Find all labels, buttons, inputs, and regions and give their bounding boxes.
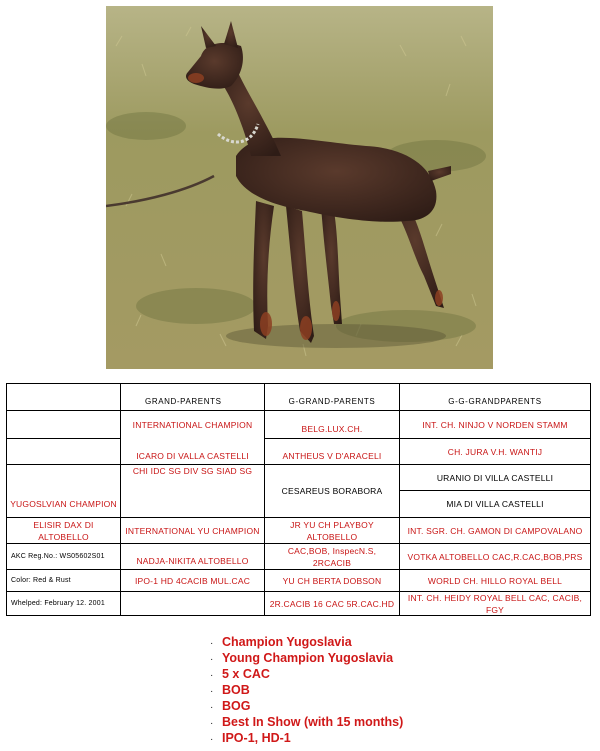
achievement-text: BOB xyxy=(222,683,250,697)
gggp-h: INT. CH. HEIDY ROYAL BELL CAC, CACIB, FGY xyxy=(407,592,583,615)
parent-name: ELISIR DAX DI ALTOBELLO xyxy=(33,519,94,542)
achievement-text: BOG xyxy=(222,699,251,713)
row-divider xyxy=(7,438,120,439)
sire-title: INTERNATIONAL CHAMPION xyxy=(132,420,253,430)
whelped-date: Whelped: February 12. 2001 xyxy=(11,600,105,607)
gggp-c: URANIO DI VILLA CASTELLI xyxy=(436,472,554,483)
list-item xyxy=(210,698,403,714)
dam-title: INTERNATIONAL YU CHAMPION xyxy=(125,525,260,536)
ggp-a-title: BELG.LUX.CH. xyxy=(301,424,363,434)
header-gg-grandparents: G-G-GRANDPARENTS xyxy=(448,397,542,406)
bullet-icon: · xyxy=(210,734,214,745)
row-divider xyxy=(120,591,264,592)
list-item xyxy=(210,650,403,666)
bullet-icon: · xyxy=(210,654,214,665)
dog-photo xyxy=(106,6,493,369)
achievement-text: 5 x CAC xyxy=(222,667,270,681)
achievement-text: Champion Yugoslavia xyxy=(222,635,352,649)
list-item xyxy=(210,682,403,698)
gggp-b: CH. JURA V.H. WANTIJ xyxy=(447,446,543,457)
achievement-text: Best In Show (with 15 months) xyxy=(222,715,404,729)
sire-titles2: CHI IDC SG DIV SG SIAD SG xyxy=(132,466,253,476)
ggp-d-name: YU CH BERTA DOBSON xyxy=(282,575,382,586)
list-item xyxy=(210,666,403,682)
gggp-d: MIA DI VILLA CASTELLI xyxy=(446,499,544,509)
bullet-icon: · xyxy=(210,638,214,649)
list-item xyxy=(210,634,403,650)
header-grandparents: GRAND-PARENTS xyxy=(145,397,222,406)
header-g-grandparents: G-GRAND-PARENTS xyxy=(288,397,376,406)
gggp-a: INT. CH. NINJO V NORDEN STAMM xyxy=(422,419,568,430)
dam-name: NADJA-NIKITA ALTOBELLO xyxy=(136,556,249,566)
parent-title: YUGOSLVIAN CHAMPION xyxy=(10,499,117,509)
bullet-icon: · xyxy=(210,702,214,713)
ggp-c-name: JR YU CH PLAYBOY ALTOBELLO xyxy=(290,519,374,542)
bullet-icon: · xyxy=(210,718,214,729)
ggp-c-titles: CAC,BOB, InspecN.S, 2RCACIB xyxy=(287,545,377,568)
bullet-icon: · xyxy=(210,686,214,697)
gggp-g: WORLD CH. HILLO ROYAL BELL xyxy=(427,575,563,586)
bullet-icon: · xyxy=(210,670,214,681)
row-divider xyxy=(7,464,120,465)
dam-titles2: IPO-1 HD 4CACIB MUL.CAC xyxy=(134,575,251,586)
list-item xyxy=(210,714,403,730)
achievement-text: Young Champion Yugoslavia xyxy=(222,651,394,665)
akc-reg: AKC Reg.No.: WS05602S01 xyxy=(11,553,105,560)
gggp-f: VOTKA ALTOBELLO CAC,R.CAC,BOB,PRS xyxy=(407,551,583,562)
gggp-e: INT. SGR. CH. GAMON DI CAMPOVALANO xyxy=(407,525,583,536)
ggp-a-name: ANTHEUS V D'ARACELI xyxy=(282,451,382,461)
achievement-text: IPO-1, HD-1 xyxy=(222,731,291,745)
pedigree-table xyxy=(6,383,591,616)
color-info: Color: Red & Rust xyxy=(11,577,71,584)
sire-name: ICARO DI VALLA CASTELLI xyxy=(136,451,249,461)
list-item xyxy=(210,730,403,746)
ggp-d-titles: 2R.CACIB 16 CAC 5R.CAC.HD xyxy=(269,598,395,609)
ggp-b-name: CESAREUS BORABORA xyxy=(281,486,383,496)
achievements-list xyxy=(210,634,403,746)
